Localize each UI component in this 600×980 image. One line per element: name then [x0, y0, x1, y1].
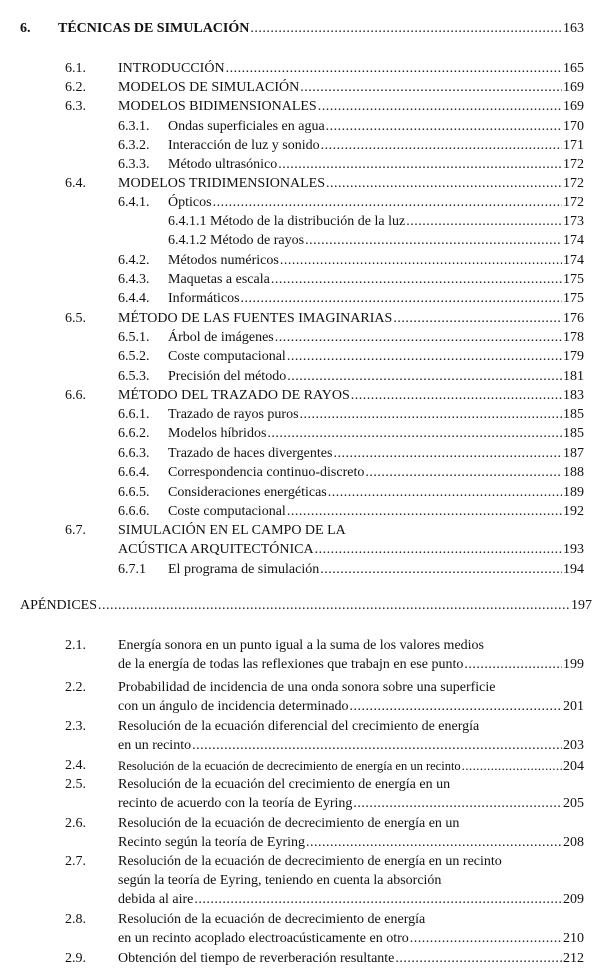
entry-number: 6.6.2. — [118, 426, 150, 441]
appendix-entry — [65, 853, 584, 871]
entry-number: 6.4.1. — [118, 195, 150, 210]
entry-page: 192 — [563, 504, 584, 519]
entry-title: Consideraciones energéticas — [168, 485, 327, 500]
entry-number: 6.3.2. — [118, 138, 150, 153]
entry-page: 188 — [563, 465, 584, 480]
entry-number: 6.7.1 — [118, 562, 146, 577]
leader-dots — [250, 20, 562, 38]
entry-title: Método ultrasónico — [168, 157, 278, 172]
toc-entry — [118, 194, 584, 212]
appendix-title: con un ángulo de incidencia determinado — [118, 699, 349, 714]
leader-dots — [226, 60, 562, 78]
entry-title: Trazado de rayos puros — [168, 407, 299, 422]
leader-dots — [213, 194, 562, 212]
appendix-entry — [65, 911, 584, 929]
entry-number: 6.6.3. — [118, 446, 150, 461]
appendix-entry — [65, 757, 584, 775]
appendix-title-line: Energía sonora en un punto igual a la suma de los valores medios — [118, 638, 484, 653]
leader-dots — [300, 79, 562, 97]
toc-entry — [118, 290, 584, 308]
entry-title: Modelos híbridos — [168, 426, 267, 441]
appendix-number: 2.8. — [65, 912, 86, 927]
toc-entry — [118, 406, 584, 424]
appendix-entry — [65, 815, 584, 833]
toc-entry — [118, 368, 584, 386]
entry-page: 183 — [563, 388, 584, 403]
entry-number: 6.6.1. — [118, 407, 150, 422]
entry-title: Ondas superficiales en agua — [168, 119, 325, 134]
appendix-entry-last — [65, 737, 584, 755]
entry-page: 171 — [563, 138, 584, 153]
entry-title: Maquetas a escala — [168, 272, 270, 287]
entry-title: MÉTODO DE LAS FUENTES IMAGINARIAS — [118, 311, 393, 326]
entry-page: 179 — [563, 349, 584, 364]
entry-page: 173 — [563, 214, 584, 229]
entry-number: 6.5.1. — [118, 330, 150, 345]
leader-dots — [280, 252, 562, 270]
entry-title: ACÚSTICA ARQUITECTÓNICA — [118, 542, 314, 557]
entry-page: 189 — [563, 485, 584, 500]
appendix-title-line: Resolución de la ecuación diferencial del crecimiento de energía — [118, 719, 480, 734]
entry-title: INTRODUCCIÓN — [118, 61, 225, 76]
appendix-title: de la energía de todas las reflexiones que trabajn en ese punto — [118, 657, 464, 672]
toc-entry — [118, 329, 584, 347]
toc-entry — [118, 425, 584, 443]
toc-entry — [65, 60, 584, 78]
leader-dots — [395, 950, 562, 968]
appendix-title: en un recinto — [118, 738, 192, 753]
entry-page: 165 — [563, 61, 584, 76]
appendix-page: 208 — [563, 835, 584, 850]
appendix-title: Obtención del tiempo de reverberación resultante — [118, 951, 395, 966]
entry-page: 193 — [563, 542, 584, 557]
entry-title: Trazado de haces divergentes — [168, 446, 333, 461]
appendices-title: APÉNDICES — [20, 598, 98, 613]
entry-title-line: SIMULACIÓN EN EL CAMPO DE LA — [118, 523, 346, 538]
appendix-entry-last — [65, 891, 584, 909]
leader-dots — [410, 930, 562, 948]
leader-dots — [351, 387, 562, 405]
entry-page: 172 — [563, 157, 584, 172]
leader-dots — [321, 137, 562, 155]
entry-title: El programa de simulación — [168, 562, 320, 577]
appendix-number: 2.3. — [65, 719, 86, 734]
chapter-title: TÉCNICAS DE SIMULACIÓN — [58, 21, 250, 36]
appendices-page: 197 — [571, 598, 592, 613]
entry-title: MODELOS DE SIMULACIÓN — [118, 80, 300, 95]
entry-page: 172 — [563, 176, 584, 191]
entry-page: 194 — [563, 562, 584, 577]
appendix-entry-last — [65, 656, 584, 674]
leader-dots — [315, 541, 562, 559]
chapter-page: 163 — [563, 21, 584, 36]
appendix-entry — [65, 776, 584, 794]
toc-entry — [118, 271, 584, 289]
appendix-title: en un recinto acoplado electroacústicamente en otro — [118, 931, 409, 946]
entry-number: 6.4.2. — [118, 253, 150, 268]
appendix-title: recinto de acuerdo con la teoría de Eyring — [118, 796, 353, 811]
appendix-title: Resolución de la ecuación de decrecimiento de energía en un recinto — [118, 759, 461, 773]
entry-page: 174 — [563, 233, 584, 248]
appendix-page: 209 — [563, 892, 584, 907]
entry-title: MODELOS BIDIMENSIONALES — [118, 99, 317, 114]
leader-dots — [241, 290, 562, 308]
appendix-entry-last — [65, 698, 584, 716]
entry-number: 6.7. — [65, 523, 86, 538]
entry-page: 172 — [563, 195, 584, 210]
toc-entry — [118, 252, 584, 270]
leader-dots — [300, 406, 562, 424]
entry-page: 170 — [563, 119, 584, 134]
entry-page: 187 — [563, 446, 584, 461]
entry-page: 178 — [563, 330, 584, 345]
leader-dots — [98, 597, 570, 615]
entry-number: 6.6. — [65, 388, 86, 403]
leader-dots — [350, 698, 562, 716]
leader-dots — [328, 484, 562, 502]
toc-entry — [118, 445, 584, 463]
entry-page: 169 — [563, 99, 584, 114]
entry-title: MODELOS TRIDIMENSIONALES — [118, 176, 326, 191]
leader-dots — [326, 175, 562, 193]
entry-title: 6.4.1.2 Método de rayos — [168, 233, 305, 248]
appendix-entry-last — [65, 834, 584, 852]
leader-dots — [333, 445, 562, 463]
entry-number: 6.3.3. — [118, 157, 150, 172]
appendix-entry-last — [65, 795, 584, 813]
appendix-number: 2.9. — [65, 951, 86, 966]
appendix-page: 203 — [563, 738, 584, 753]
leader-dots — [275, 329, 562, 347]
toc-entry — [118, 348, 584, 366]
toc-entry — [118, 137, 584, 155]
appendices-heading — [20, 597, 592, 615]
appendix-entry — [65, 718, 584, 736]
appendix-entry — [65, 679, 584, 697]
toc-entry — [118, 464, 584, 482]
leader-dots — [278, 156, 562, 174]
toc-entry — [118, 561, 584, 579]
appendix-page: 210 — [563, 931, 584, 946]
leader-dots — [287, 348, 562, 366]
entry-number: 6.5.3. — [118, 369, 150, 384]
appendix-entry-line — [65, 872, 584, 890]
entry-number: 6.6.6. — [118, 504, 150, 519]
chapter-heading — [20, 20, 584, 38]
entry-number: 6.5.2. — [118, 349, 150, 364]
leader-dots — [406, 213, 562, 231]
toc-entry — [118, 118, 584, 136]
appendix-entry — [65, 950, 584, 968]
toc-entry-continuation — [65, 541, 584, 559]
toc-entry — [65, 387, 584, 405]
appendix-number: 2.7. — [65, 854, 86, 869]
appendix-title: Recinto según la teoría de Eyring — [118, 835, 305, 850]
appendix-title-line: Resolución de la ecuación de decrecimiento de energía en un — [118, 816, 460, 831]
appendix-page: 199 — [563, 657, 584, 672]
entry-page: 176 — [563, 311, 584, 326]
leader-dots — [365, 464, 562, 482]
toc-entry — [65, 98, 584, 116]
appendix-number: 2.4. — [65, 758, 86, 773]
entry-title: MÉTODO DEL TRAZADO DE RAYOS — [118, 388, 350, 403]
entry-title: Métodos numéricos — [168, 253, 279, 268]
toc-entry — [118, 156, 584, 174]
toc-entry — [65, 310, 584, 328]
appendix-page: 212 — [563, 951, 584, 966]
entry-number: 6.2. — [65, 80, 86, 95]
appendix-entry — [65, 637, 584, 655]
leader-dots — [306, 834, 562, 852]
toc-entry — [168, 232, 584, 250]
appendix-title-line: Resolución de la ecuación de decrecimiento de energía — [118, 912, 426, 927]
entry-page: 169 — [563, 80, 584, 95]
appendix-number: 2.1. — [65, 638, 86, 653]
leader-dots — [267, 425, 562, 443]
entry-title: Ópticos — [168, 195, 212, 210]
leader-dots — [320, 561, 562, 579]
leader-dots — [192, 737, 562, 755]
entry-number: 6.1. — [65, 61, 86, 76]
toc-entry — [118, 484, 584, 502]
entry-title: Coste computacional — [168, 504, 286, 519]
appendix-title-line: según la teoría de Eyring, teniendo en cuenta la absorción — [118, 873, 442, 888]
appendix-title-line: Resolución de la ecuación del crecimiento de energía en un — [118, 777, 451, 792]
entry-number: 6.6.4. — [118, 465, 150, 480]
leader-dots — [353, 795, 562, 813]
entry-title: Coste computacional — [168, 349, 286, 364]
chapter-number: 6. — [20, 21, 31, 36]
entry-number: 6.3. — [65, 99, 86, 114]
entry-title: Interacción de luz y sonido — [168, 138, 320, 153]
entry-page: 175 — [563, 272, 584, 287]
appendix-title: debida al aire — [118, 892, 194, 907]
leader-dots — [393, 310, 562, 328]
leader-dots — [318, 98, 562, 116]
appendix-page: 201 — [563, 699, 584, 714]
toc-entry — [65, 175, 584, 193]
entry-title: Árbol de imágenes — [168, 330, 274, 345]
entry-page: 185 — [563, 407, 584, 422]
appendix-page: 204 — [563, 759, 584, 774]
leader-dots — [194, 891, 562, 909]
leader-dots — [462, 757, 562, 775]
toc-entry — [65, 79, 584, 97]
entry-title: 6.4.1.1 Método de la distribución de la luz — [168, 214, 406, 229]
entry-number: 6.3.1. — [118, 119, 150, 134]
leader-dots — [271, 271, 562, 289]
entry-page: 185 — [563, 426, 584, 441]
entry-page: 181 — [563, 369, 584, 384]
entry-title: Precisión del método — [168, 369, 287, 384]
entry-number: 6.4.3. — [118, 272, 150, 287]
appendix-entry-last — [65, 930, 584, 948]
appendix-title-line: Probabilidad de incidencia de una onda sonora sobre una superficie — [118, 680, 496, 695]
appendix-page: 205 — [563, 796, 584, 811]
leader-dots — [305, 232, 562, 250]
leader-dots — [464, 656, 562, 674]
appendix-number: 2.5. — [65, 777, 86, 792]
entry-number: 6.4.4. — [118, 291, 150, 306]
entry-number: 6.4. — [65, 176, 86, 191]
leader-dots — [287, 503, 562, 521]
leader-dots — [326, 118, 562, 136]
toc-entry — [65, 522, 584, 540]
entry-title: Correspondencia continuo-discreto — [168, 465, 365, 480]
entry-title: Informáticos — [168, 291, 240, 306]
entry-page: 175 — [563, 291, 584, 306]
entry-number: 6.5. — [65, 311, 86, 326]
toc-entry — [168, 213, 584, 231]
entry-page: 174 — [563, 253, 584, 268]
appendix-number: 2.6. — [65, 816, 86, 831]
appendix-title-line: Resolución de la ecuación de decrecimiento de energía en un recinto — [118, 854, 502, 869]
toc-entry — [118, 503, 584, 521]
entry-number: 6.6.5. — [118, 485, 150, 500]
leader-dots — [287, 368, 562, 386]
appendix-number: 2.2. — [65, 680, 86, 695]
